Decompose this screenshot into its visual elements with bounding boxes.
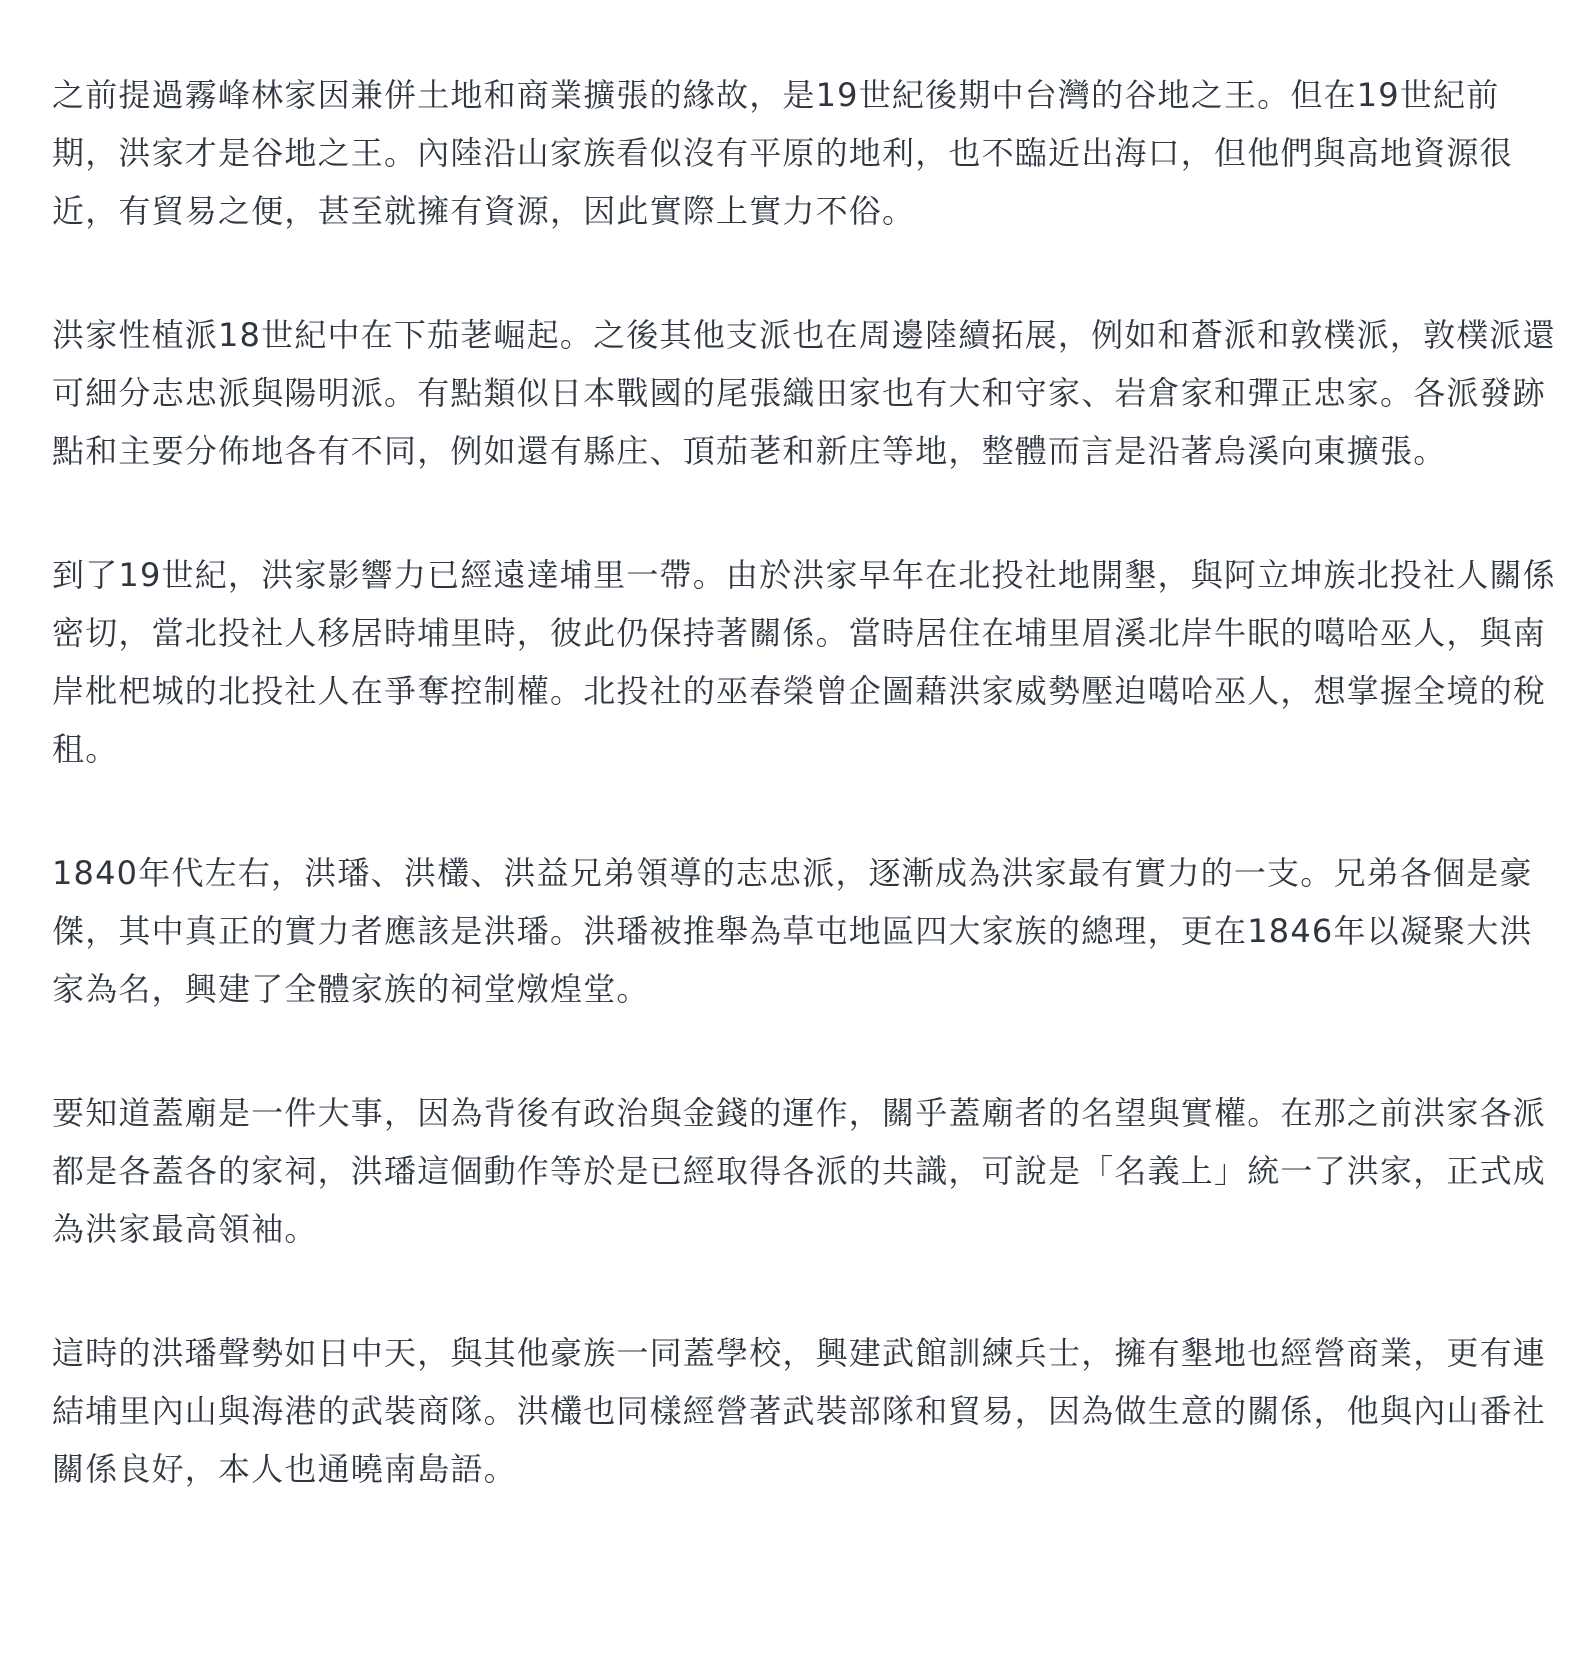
article-paragraph: 之前提過霧峰林家因兼併土地和商業擴張的緣故，是19世紀後期中台灣的谷地之王。但在19世紀前期，洪家才是谷地之王。內陸沿山家族看似沒有平原的地利，也不臨近出海口，但他們與高地資源很近，有貿易之便，甚至就擁有資源，因此實際上實力不俗。 bbox=[52, 76, 1513, 230]
article-paragraph: 1840年代左右，洪璠、洪欉、洪益兄弟領導的志忠派，逐漸成為洪家最有實力的一支。兄弟各個是豪傑，其中真正的實力者應該是洪璠。洪璠被推舉為草屯地區四大家族的總理，更在1846年以凝聚大洪家為名，興建了全體家族的祠堂燉煌堂。 bbox=[52, 854, 1533, 1008]
article-paragraph: 到了19世紀，洪家影響力已經遠達埔里一帶。由於洪家早年在北投社地開墾，與阿立坤族北投社人關係密切，當北投社人移居時埔里時，彼此仍保持著關係。當時居住在埔里眉溪北岸牛眠的噶哈巫人，與南岸枇杷城的北投社人在爭奪控制權。北投社的巫春榮曾企圖藉洪家威勢壓迫噶哈巫人，想掌握全境的稅租。 bbox=[52, 556, 1556, 768]
article-paragraph: 要知道蓋廟是一件大事，因為背後有政治與金錢的運作，關乎蓋廟者的名望與實權。在那之前洪家各派都是各蓋各的家祠，洪璠這個動作等於是已經取得各派的共識，可說是「名義上」統一了洪家，正式成為洪家最高領袖。 bbox=[52, 1094, 1547, 1248]
article-paragraph: 洪家性植派18世紀中在下茄荖崛起。之後其他支派也在周邊陸續拓展，例如和蒼派和敦樸派，敦樸派還可細分志忠派與陽明派。有點類似日本戰國的尾張織田家也有大和守家、岩倉家和彈正忠家。各派發跡點和主要分佈地各有不同，例如還有縣庄、頂茄荖和新庄等地，整體而言是沿著烏溪向東擴張。 bbox=[52, 316, 1556, 470]
article-paragraph: 這時的洪璠聲勢如日中天，與其他豪族一同蓋學校，興建武館訓練兵士，擁有墾地也經營商業，更有連結埔里內山與海港的武裝商隊。洪欉也同樣經營著武裝部隊和貿易，因為做生意的關係，他與內山番社關係良好，本人也通曉南島語。 bbox=[52, 1334, 1547, 1488]
